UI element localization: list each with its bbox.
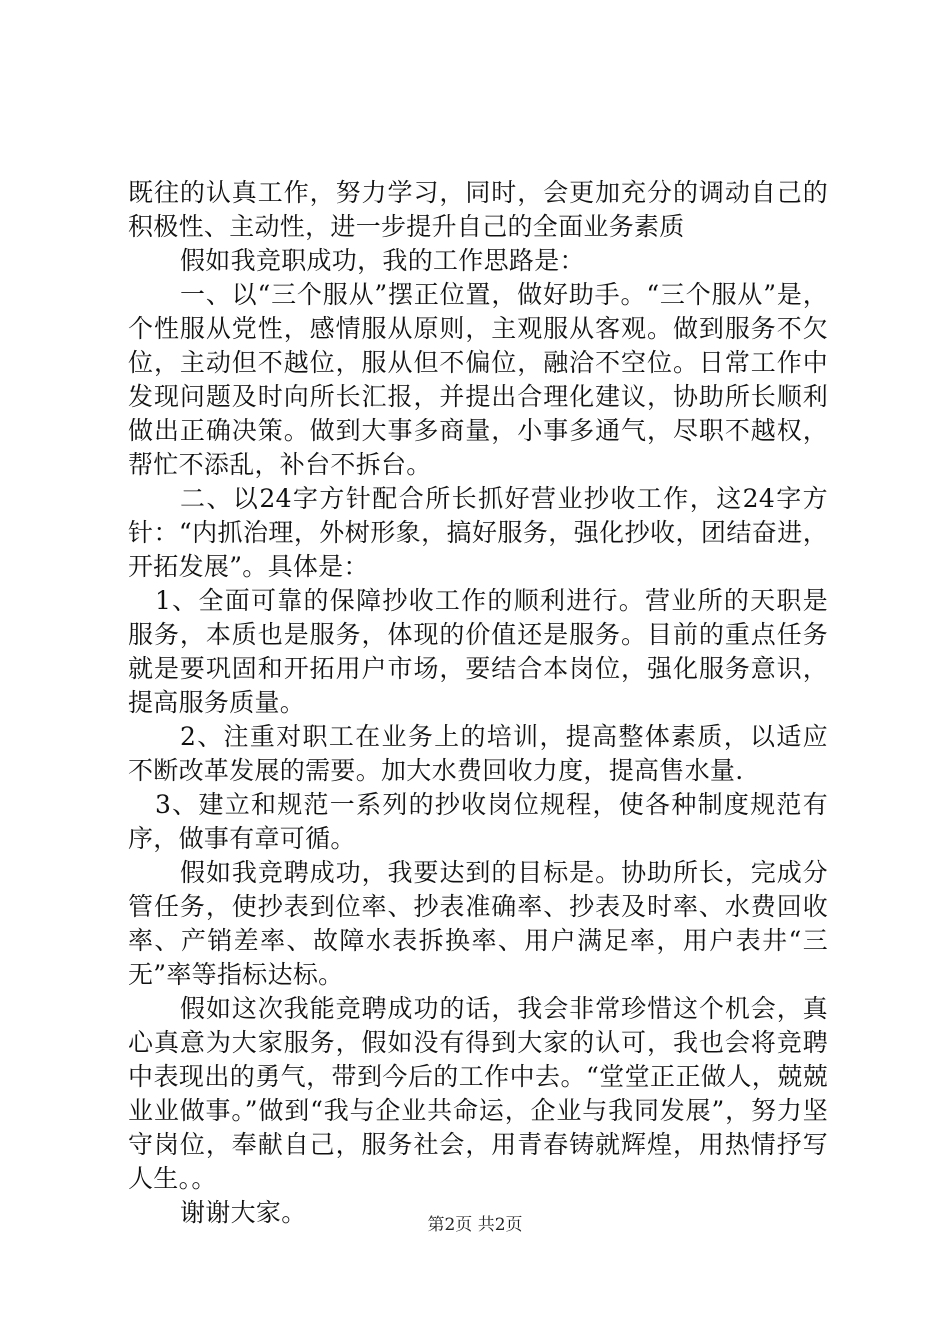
paragraph-work-plan-intro: 假如我竞职成功，我的工作思路是：	[180, 246, 585, 275]
paragraph-item-1: 1、全面可靠的保障抄收工作的顺利进行。营业所的天职是服务，本质也是服务，体现的价值还是服务。目前的重点任务就是要巩固和开拓用户市场，要结合本岗位，强化服务意识，提高服务质量。	[128, 586, 828, 717]
paragraph-point-two: 二、以24字方针配合所长抓好营业抄收工作，这24字方针：“内抓治理，外树形象，搞好服务，强化抄收，团结奋进，开拓发展”。具体是：	[128, 484, 828, 581]
paragraph-item-2: 2、注重对职工在业务上的培训，提高整体素质，以适应不断改革发展的需要。加大水费回收力度，提高售水量.	[128, 722, 828, 785]
paragraph-thanks: 谢谢大家。	[180, 1198, 307, 1227]
paragraph-continuation: 既往的认真工作，努力学习，同时，会更加充分的调动自己的积极性、主动性，进一步提升自己的全面业务素质	[128, 178, 828, 241]
page-footer: 第2页 共2页	[427, 1215, 523, 1235]
paragraph-point-one: 一、以“三个服从”摆正位置，做好助手。“三个服从”是，个性服从党性，感情服从原则，主观服从客观。做到服务不欠位，主动但不越位，服从但不偏位，融洽不空位。日常工作中发现问题及时向所长汇报，并提出合理化建议，协助所长顺利做出正确决策。做到大事多商量，小事多通气，尽职不越权，帮忙不添乱，补台不拆台。	[128, 280, 828, 479]
paragraph-goals: 假如我竞聘成功，我要达到的目标是。协助所长，完成分管任务，使抄表到位率、抄表准确率、抄表及时率、水费回收率、产销差率、故障水表拆换率、用户满足率，用户表井“三无”率等指标达标。	[128, 858, 828, 989]
document-body	[128, 176, 828, 1230]
paragraph-closing: 假如这次我能竞聘成功的话，我会非常珍惜这个机会，真心真意为大家服务，假如没有得到大家的认可，我也会将竞聘中表现出的勇气，带到今后的工作中去。“堂堂正正做人，兢兢业业做事。”做到“我与企业共命运，企业与我同发展”，努力坚守岗位，奉献自己，服务社会，用青春铸就辉煌，用热情抒写人生。。	[128, 994, 828, 1193]
paragraph-item-3: 3、建立和规范一系列的抄收岗位规程，使各种制度规范有序，做事有章可循。	[128, 790, 828, 853]
